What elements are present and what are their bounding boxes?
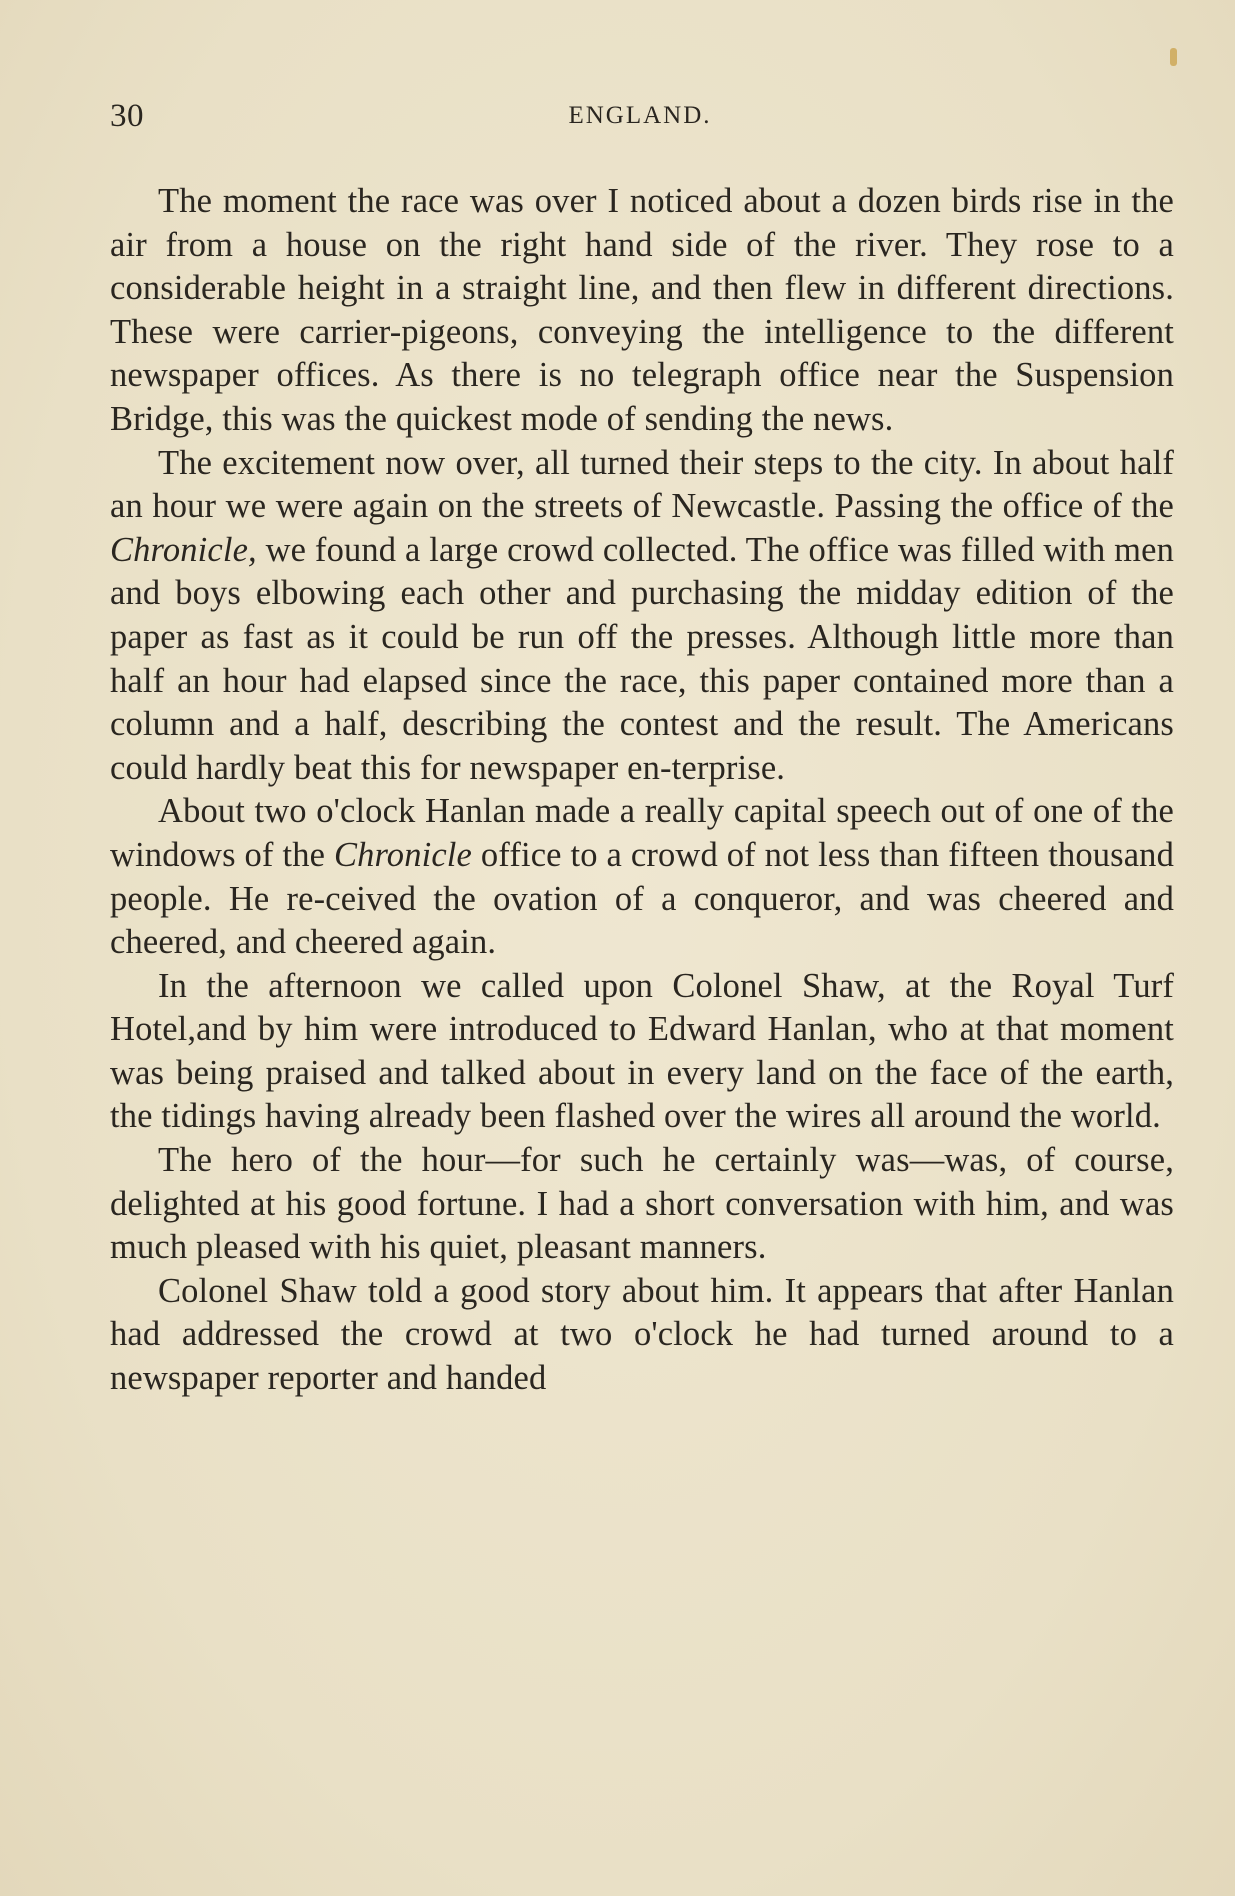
paragraph-text: office to a crowd of not less than fifteen thousand people. He re-ceived the ovation of a conqueror, and was cheered and cheered, and cheered again. xyxy=(110,835,1174,962)
paragraph-text: The excitement now over, all turned their steps to the city. In about half an hour we were again on the streets of Newcastle. Passing the office of the xyxy=(110,443,1174,526)
newspaper-title: Chronicle, xyxy=(110,530,257,569)
page-stain-mark xyxy=(1170,48,1177,66)
paragraph-hero: The hero of the hour—for such he certainly was—was, of course, delighted at his good fortune. I had a short conversation with him, and was much pleased with his quiet, pleasant manners. xyxy=(110,1141,1174,1267)
running-head: ENGLAND. xyxy=(568,102,712,129)
paragraph-afternoon: In the afternoon we called upon Colonel Shaw, at the Royal Turf Hotel,and by him were introduced to Edward Hanlan, who at that moment was being praised and talked about in every land on the face of the earth, the tidings having already been flashed over the wires all around the world. xyxy=(110,966,1174,1136)
paragraph-text: About two o'clock Hanlan made a really capital speech out of one of the windows of the xyxy=(110,792,1174,874)
page-header xyxy=(110,98,1170,138)
paragraph-excitement xyxy=(110,442,1174,791)
newspaper-title: Chronicle xyxy=(333,835,473,874)
body-text xyxy=(110,180,1174,1401)
paragraph-story: Colonel Shaw told a good story about him. It appears that after Hanlan had addressed the crowd at two o'clock he had turned around to a newspaper reporter and handed xyxy=(110,1271,1174,1398)
page-number: 30 xyxy=(110,98,144,134)
paragraph-text: we found a large crowd collected. The office was filled with men and boys elbowing each other and purchasing the midday edition of the paper as fast as it could be run off the presses. Although little more than half an hour had elapsed since the race, this paper contained more than a column and a half, describing the contest and the result. The Americans could hardly beat this for newspaper en-terprise. xyxy=(110,530,1174,787)
paragraph-pigeons: The moment the race was over I noticed about a dozen birds rise in the air from a house on the right hand side of the river. They rose to a considerable height in a straight line, and then flew in different directions. These were carrier-pigeons, conveying the intelligence to the different newspaper offices. As there is no telegraph office near the Suspension Bridge, this was the quickest mode of sending the news. xyxy=(110,182,1174,438)
paragraph-speech xyxy=(110,790,1174,964)
